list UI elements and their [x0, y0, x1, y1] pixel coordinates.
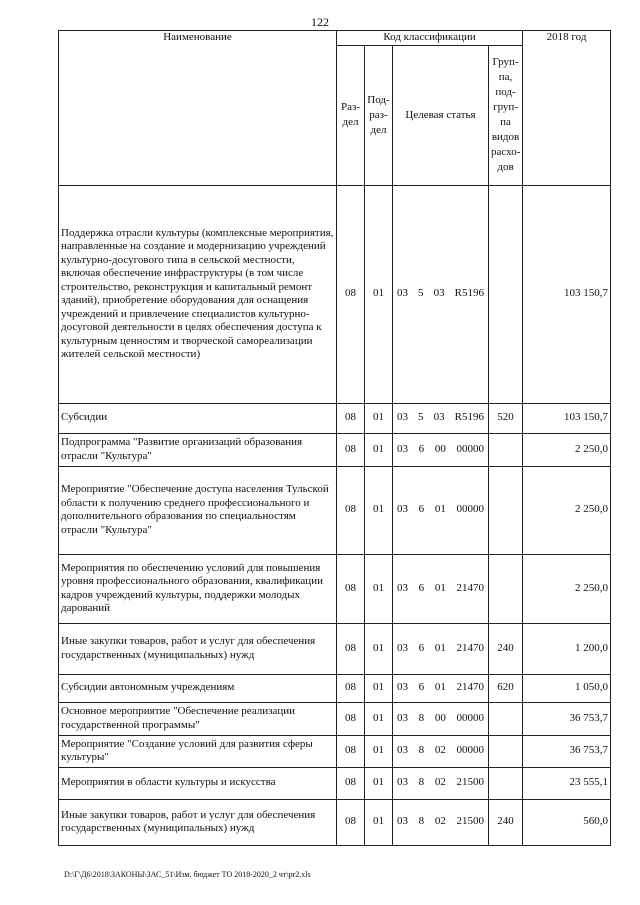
target-article-part: 03	[397, 581, 408, 594]
target-article-part: 00000	[456, 442, 484, 455]
target-article-part: 03	[397, 442, 408, 455]
header-group: Груп- па, под- груп- па видов расхо- дов	[489, 45, 523, 185]
row-section: 08	[337, 674, 365, 702]
row-expense-group: 240	[489, 623, 523, 674]
row-section: 08	[337, 403, 365, 433]
target-article-part: 03	[397, 641, 408, 654]
target-article-part: 02	[434, 776, 446, 789]
table-body	[59, 185, 611, 845]
row-subsection: 01	[365, 623, 393, 674]
row-subsection: 01	[365, 799, 393, 845]
row-expense-group	[489, 554, 523, 623]
row-target-article	[393, 433, 489, 466]
row-section: 08	[337, 623, 365, 674]
page-number: 122	[311, 15, 329, 29]
table-row	[59, 674, 611, 702]
row-subsection: 01	[365, 554, 393, 623]
row-subsection: 01	[365, 767, 393, 799]
row-target-article	[393, 623, 489, 674]
row-amount-2018: 23 555,1	[523, 767, 611, 799]
table-row	[59, 702, 611, 735]
row-amount-2018: 1 200,0	[523, 623, 611, 674]
header-classification: Код классификации	[337, 31, 523, 46]
table-row	[59, 623, 611, 674]
target-article-part: 8	[418, 711, 425, 724]
row-subsection: 01	[365, 185, 393, 403]
target-article-part: 03	[397, 681, 408, 694]
row-amount-2018: 36 753,7	[523, 702, 611, 735]
target-article-part: R5196	[454, 411, 484, 424]
target-article-part: 8	[418, 776, 425, 789]
row-section: 08	[337, 185, 365, 403]
row-subsection: 01	[365, 466, 393, 554]
header-section: Раз- дел	[337, 45, 365, 185]
target-article-part: 00	[434, 442, 446, 455]
target-article-part: 8	[418, 744, 425, 757]
row-target-article	[393, 735, 489, 767]
table-header	[59, 31, 611, 186]
row-name: Мероприятие "Создание условий для развития сферы культуры"	[59, 735, 337, 767]
row-expense-group	[489, 767, 523, 799]
target-article-part: 5	[418, 411, 424, 424]
target-article-part: 21500	[456, 815, 484, 828]
row-amount-2018: 103 150,7	[523, 403, 611, 433]
row-amount-2018: 103 150,7	[523, 185, 611, 403]
target-article-part: 21500	[456, 776, 484, 789]
row-target-article	[393, 185, 489, 403]
row-target-article	[393, 799, 489, 845]
target-article-part: 5	[418, 287, 424, 300]
row-subsection: 01	[365, 735, 393, 767]
row-name: Подпрограмма "Развитие организаций образования отрасли "Культура"	[59, 433, 337, 466]
row-amount-2018: 2 250,0	[523, 433, 611, 466]
budget-table	[58, 30, 611, 846]
row-name: Мероприятие "Обеспечение доступа населения Тульской области к получению среднего профессионального и дополнительного образования по специальностям отрасли "Культура"	[59, 466, 337, 554]
row-subsection: 01	[365, 433, 393, 466]
row-target-article	[393, 554, 489, 623]
row-expense-group	[489, 735, 523, 767]
target-article-part: 21470	[456, 681, 484, 694]
target-article-part: 03	[397, 711, 408, 724]
table-row	[59, 735, 611, 767]
row-expense-group: 520	[489, 403, 523, 433]
target-article-part: 6	[418, 641, 425, 654]
row-expense-group: 240	[489, 799, 523, 845]
target-article-part: 00000	[456, 744, 484, 757]
target-article-part: 21470	[456, 581, 484, 594]
row-section: 08	[337, 767, 365, 799]
table-row	[59, 185, 611, 403]
target-article-part: 6	[418, 503, 425, 516]
target-article-part: 6	[418, 442, 425, 455]
row-expense-group	[489, 466, 523, 554]
row-section: 08	[337, 466, 365, 554]
header-name: Наименование	[59, 31, 337, 186]
row-amount-2018: 1 050,0	[523, 674, 611, 702]
target-article-part: 03	[397, 411, 408, 424]
row-expense-group	[489, 433, 523, 466]
target-article-part: R5196	[454, 287, 484, 300]
table-row	[59, 767, 611, 799]
table-row	[59, 466, 611, 554]
target-article-part: 8	[418, 815, 425, 828]
target-article-part: 21470	[456, 641, 484, 654]
row-section: 08	[337, 702, 365, 735]
row-amount-2018: 36 753,7	[523, 735, 611, 767]
target-article-part: 01	[434, 581, 446, 594]
target-article-part: 02	[434, 815, 446, 828]
target-article-part: 02	[434, 744, 446, 757]
header-target-article: Целевая статья	[393, 45, 489, 185]
target-article-part: 01	[434, 641, 446, 654]
row-expense-group: 620	[489, 674, 523, 702]
table-row	[59, 433, 611, 466]
row-expense-group	[489, 702, 523, 735]
row-name: Иные закупки товаров, работ и услуг для обеспечения государственных (муниципальных) нужд	[59, 623, 337, 674]
header-year: 2018 год	[523, 31, 611, 186]
row-name: Субсидии автономным учреждениям	[59, 674, 337, 702]
row-section: 08	[337, 799, 365, 845]
row-amount-2018: 2 250,0	[523, 554, 611, 623]
target-article-part: 00000	[456, 503, 484, 516]
target-article-part: 00000	[456, 711, 484, 724]
target-article-part: 03	[397, 744, 408, 757]
row-target-article	[393, 702, 489, 735]
row-name: Поддержка отрасли культуры (комплексные мероприятия, направленные на создание и модернизацию учреждений культурно-досугового типа в сельской местности, включая обеспечение инфраструктуры (в том числе строительство, реконструкция и капитальный ремонт зданий), приобретение оборудования для оснащения учреждений и привлечение специалистов культурно-досуговой деятельности в целях обеспечения доступа к культурным ценностям и творческой самореализации жителей сельской местности)	[59, 185, 337, 403]
row-name: Основное мероприятие "Обеспечение реализации государственной программы"	[59, 702, 337, 735]
row-subsection: 01	[365, 702, 393, 735]
target-article-part: 03	[397, 815, 408, 828]
target-article-part: 01	[434, 681, 446, 694]
target-article-part: 6	[418, 581, 425, 594]
table-row	[59, 554, 611, 623]
target-article-part: 03	[433, 287, 445, 300]
row-target-article	[393, 466, 489, 554]
row-expense-group	[489, 185, 523, 403]
target-article-part: 01	[434, 503, 446, 516]
target-article-part: 03	[433, 411, 445, 424]
row-section: 08	[337, 554, 365, 623]
row-target-article	[393, 403, 489, 433]
row-section: 08	[337, 735, 365, 767]
table-row	[59, 799, 611, 845]
row-name: Субсидии	[59, 403, 337, 433]
row-amount-2018: 2 250,0	[523, 466, 611, 554]
row-name: Мероприятия в области культуры и искусства	[59, 767, 337, 799]
target-article-part: 03	[397, 287, 408, 300]
target-article-part: 6	[418, 681, 425, 694]
row-target-article	[393, 767, 489, 799]
target-article-part: 03	[397, 503, 408, 516]
row-name: Мероприятия по обеспечению условий для повышения уровня профессионального образования, квалификации кадров учреждений культуры, поддержки молодых дарований	[59, 554, 337, 623]
file-path-footer: D:\Г\Д6\2018\ЗАКОНЫ\ЗАС_51\Изм. бюджет ТО 2018-2020_2 чт\pr2.xls	[64, 870, 311, 879]
target-article-part: 03	[397, 776, 408, 789]
table-row	[59, 403, 611, 433]
row-subsection: 01	[365, 674, 393, 702]
row-target-article	[393, 674, 489, 702]
row-name: Иные закупки товаров, работ и услуг для обеспечения государственных (муниципальных) нужд	[59, 799, 337, 845]
row-amount-2018: 560,0	[523, 799, 611, 845]
header-subsection: Под- раз- дел	[365, 45, 393, 185]
target-article-part: 00	[434, 711, 446, 724]
row-section: 08	[337, 433, 365, 466]
row-subsection: 01	[365, 403, 393, 433]
